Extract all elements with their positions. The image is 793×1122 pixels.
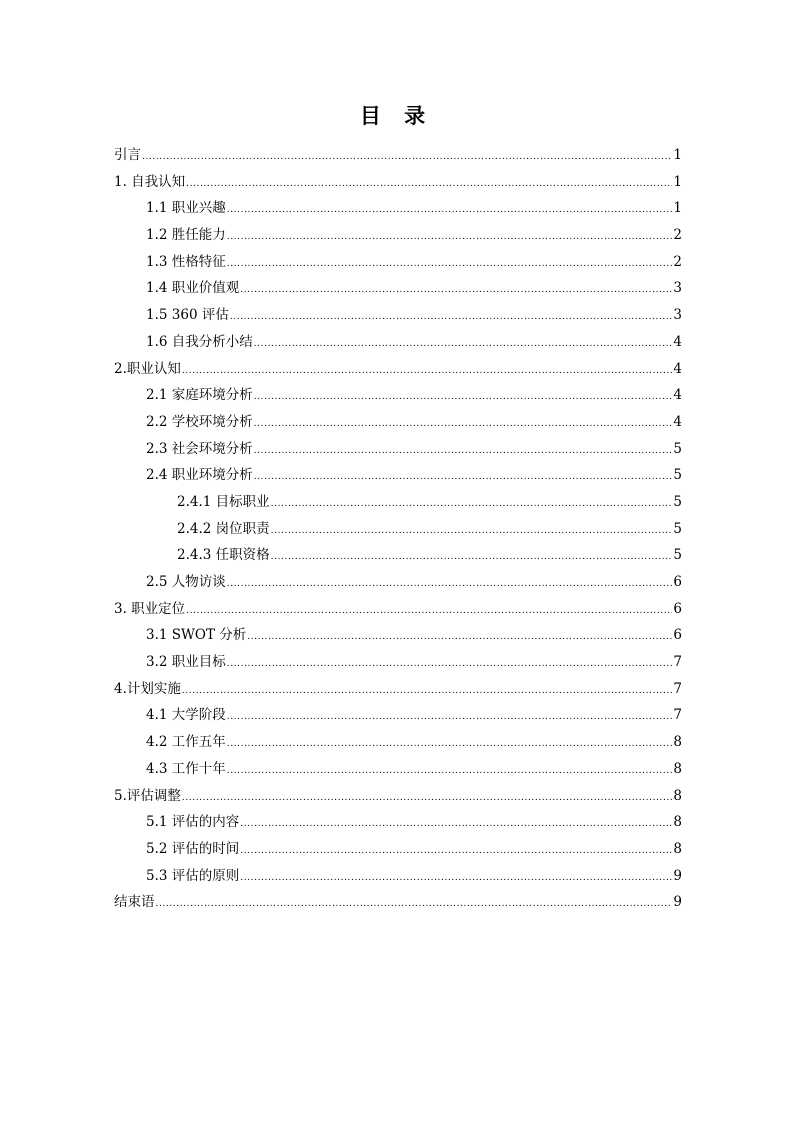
- toc-entry-page-number: 8: [673, 760, 682, 777]
- toc-entry-page-number: 8: [673, 734, 682, 751]
- toc-entry-label: 2.3 社会环境分析: [146, 440, 253, 457]
- toc-entry[interactable]: [114, 409, 682, 436]
- toc-entry[interactable]: [114, 756, 682, 783]
- toc-entry-page-number: 1: [673, 173, 682, 190]
- toc-entry-page-number: 8: [673, 787, 682, 804]
- toc-entry-page-number: 7: [673, 707, 682, 724]
- toc-entry[interactable]: [114, 489, 682, 516]
- toc-entry-label: 2.职业认知: [114, 360, 181, 377]
- toc-dot-leader: [240, 811, 672, 838]
- toc-entry[interactable]: [114, 702, 682, 729]
- toc-entry-label: 4.1 大学阶段: [146, 707, 226, 724]
- toc-dot-leader: [254, 384, 673, 411]
- toc-entry[interactable]: [114, 382, 682, 409]
- toc-entry-label: 5.1 评估的内容: [146, 814, 240, 831]
- toc-entry-label: 1.6 自我分析小结: [146, 333, 253, 350]
- toc-entry[interactable]: [114, 169, 682, 196]
- toc-entry[interactable]: [114, 195, 682, 222]
- toc-entry-label: 1.3 性格特征: [146, 253, 226, 270]
- toc-dot-leader: [254, 331, 673, 358]
- toc-entry-label: 1.4 职业价值观: [146, 280, 240, 297]
- toc-entry-page-number: 5: [673, 547, 682, 564]
- toc-entry[interactable]: [114, 356, 682, 383]
- toc-entry-page-number: 9: [673, 867, 682, 884]
- toc-entry-page-number: 5: [673, 520, 682, 537]
- toc-entry-page-number: 6: [673, 627, 682, 644]
- toc-dot-leader: [142, 144, 672, 171]
- toc-entry-label: 3.2 职业目标: [146, 654, 226, 671]
- toc-entry-label: 3.1 SWOT 分析: [146, 627, 247, 644]
- toc-dot-leader: [227, 224, 673, 251]
- toc-entry-page-number: 1: [673, 147, 682, 163]
- toc-dot-leader: [271, 544, 673, 571]
- toc-entry[interactable]: [114, 863, 682, 890]
- toc-entry[interactable]: [114, 596, 682, 623]
- toc-entry-page-number: 4: [673, 360, 682, 377]
- toc-dot-leader: [230, 304, 673, 331]
- toc-entry-page-number: 9: [673, 894, 682, 911]
- toc-dot-leader: [254, 438, 673, 465]
- toc-entry-label: 4.计划实施: [114, 680, 181, 697]
- toc-entry-label: 5.评估调整: [114, 787, 181, 804]
- toc-entry-label: 1.1 职业兴趣: [146, 200, 226, 217]
- toc-entry-page-number: 2: [673, 227, 682, 244]
- toc-entry[interactable]: [114, 275, 682, 302]
- toc-entry-label: 2.4.2 岗位职责: [177, 520, 270, 537]
- toc-dot-leader: [227, 731, 673, 758]
- toc-dot-leader: [254, 464, 673, 491]
- toc-dot-leader: [240, 865, 672, 892]
- toc-entry[interactable]: [114, 836, 682, 863]
- toc-entry[interactable]: [114, 622, 682, 649]
- toc-entry[interactable]: [114, 889, 682, 916]
- toc-entry[interactable]: [114, 462, 682, 489]
- toc-dot-leader: [271, 518, 673, 545]
- toc-entry-label: 1. 自我认知: [114, 173, 186, 190]
- toc-entry-label: 5.3 评估的原则: [146, 867, 240, 884]
- toc-entry[interactable]: [114, 676, 682, 703]
- toc-entry-label: 2.4 职业环境分析: [146, 467, 253, 484]
- toc-entry[interactable]: [114, 783, 682, 810]
- toc-entry[interactable]: [114, 542, 682, 569]
- toc-entry[interactable]: [114, 142, 682, 169]
- toc-entry-label: 2.5 人物访谈: [146, 574, 226, 590]
- toc-entry-page-number: 6: [673, 574, 682, 590]
- toc-dot-leader: [227, 651, 673, 678]
- toc-entry-label: 结束语: [114, 894, 155, 911]
- toc-list: [114, 142, 682, 916]
- toc-entry-page-number: 2: [673, 253, 682, 270]
- toc-title: 目 录: [359, 103, 434, 128]
- toc-entry[interactable]: [114, 729, 682, 756]
- toc-entry-label: 4.3 工作十年: [146, 760, 226, 777]
- toc-entry[interactable]: [114, 649, 682, 676]
- toc-dot-leader: [227, 251, 673, 278]
- toc-entry-page-number: 4: [673, 387, 682, 404]
- toc-entry[interactable]: [114, 329, 682, 356]
- toc-entry-page-number: 3: [673, 280, 682, 297]
- toc-entry-label: 引言: [114, 147, 141, 163]
- toc-dot-leader: [182, 785, 673, 812]
- toc-entry-page-number: 3: [673, 307, 682, 324]
- toc-dot-leader: [247, 624, 672, 651]
- toc-dot-leader: [186, 598, 672, 625]
- toc-entry-page-number: 4: [673, 333, 682, 350]
- toc-entry-page-number: 5: [673, 440, 682, 457]
- toc-entry[interactable]: [114, 222, 682, 249]
- toc-dot-leader: [227, 758, 673, 785]
- toc-dot-leader: [240, 838, 672, 865]
- toc-entry[interactable]: [114, 436, 682, 463]
- toc-entry-label: 1.5 360 评估: [146, 307, 229, 324]
- toc-entry-page-number: 4: [673, 413, 682, 430]
- toc-dot-leader: [182, 358, 673, 385]
- toc-dot-leader: [186, 171, 672, 198]
- toc-entry-page-number: 8: [673, 840, 682, 857]
- toc-entry-page-number: 1: [673, 200, 682, 217]
- toc-dot-leader: [254, 411, 673, 438]
- toc-entry-label: 4.2 工作五年: [146, 734, 226, 751]
- toc-entry-page-number: 7: [673, 654, 682, 671]
- toc-entry-label: 2.4.1 目标职业: [177, 493, 270, 510]
- toc-dot-leader: [271, 491, 673, 518]
- toc-dot-leader: [227, 704, 673, 731]
- toc-dot-leader: [240, 277, 672, 304]
- toc-entry-page-number: 6: [673, 600, 682, 617]
- toc-entry-label: 3. 职业定位: [114, 600, 186, 617]
- toc-entry-label: 2.4.3 任职资格: [177, 547, 270, 564]
- toc-entry-label: 2.2 学校环境分析: [146, 413, 253, 430]
- toc-entry[interactable]: [114, 809, 682, 836]
- toc-entry[interactable]: [114, 302, 682, 329]
- toc-entry-label: 2.1 家庭环境分析: [146, 387, 253, 404]
- toc-entry-page-number: 5: [673, 493, 682, 510]
- toc-dot-leader: [182, 678, 673, 705]
- toc-entry-label: 1.2 胜任能力: [146, 227, 226, 244]
- toc-dot-leader: [156, 891, 673, 918]
- toc-entry-page-number: 8: [673, 814, 682, 831]
- toc-entry-label: 5.2 评估的时间: [146, 840, 240, 857]
- toc-entry[interactable]: [114, 516, 682, 543]
- toc-dot-leader: [227, 571, 673, 598]
- toc-entry-page-number: 7: [673, 680, 682, 697]
- toc-dot-leader: [227, 197, 673, 224]
- toc-entry[interactable]: [114, 569, 682, 596]
- toc-entry[interactable]: [114, 249, 682, 276]
- toc-entry-page-number: 5: [673, 467, 682, 484]
